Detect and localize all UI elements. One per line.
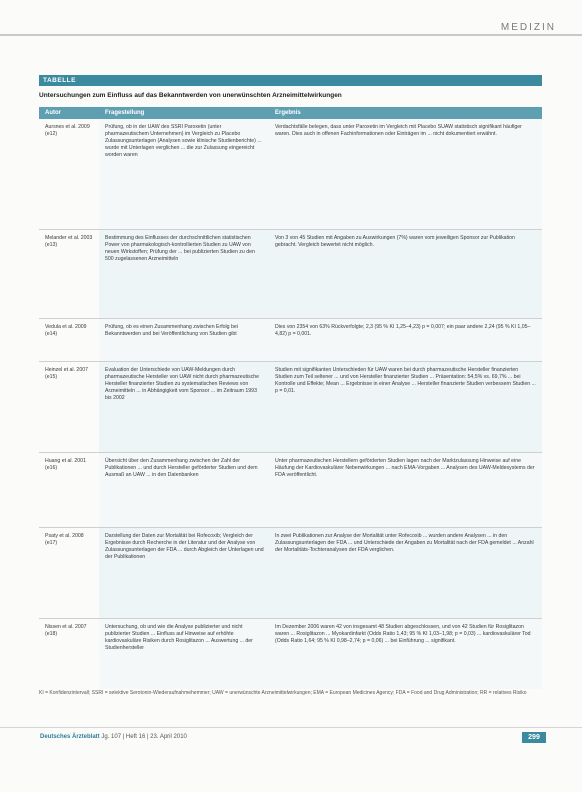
cell-question: Darstellung der Daten zur Mortalität bei Rofecoxib; Vergleich der Ergebnisse durch Recherche in der Literatur und der Analyse von Zulassungsunterlagen der FDA ... durch Abgleich der Unterlagen und der Publikationen — [99, 528, 269, 618]
cell-result: In zwei Publikationen zur Analyse der Mortalität unter Rofecoxib ... wurden andere Analysen ... in den Zulassungsunterlagen der FDA ... und Unterschiede der Angaben zu Mortalität nach der FDA gemeldet ... Anzahl der Mortalitäts-Tochteranalysen der FDA verglichen. — [269, 528, 542, 618]
column-header-author: Autor — [45, 110, 61, 116]
cell-result: Dies von 2354 von 63% Rückverfolgte; 2,3 (95 % KI 1,25–4,23) p = 0,007; ein paar andere 2,24 (95 % KI 1,05–4,82) p = 0,001. — [269, 319, 542, 361]
table-row — [39, 319, 542, 362]
cell-author: Nissen et al. 2007 (e18) — [45, 624, 87, 637]
cell-author: Vedula et al. 2009 (e14) — [45, 324, 87, 337]
table-row — [39, 230, 542, 319]
column-header-question: Fragestellung — [105, 110, 145, 116]
cell-question: Übersicht über den Zusammenhang zwischen der Zahl der Publikationen ... und durch Hersteller geförderter Studien und dem Ausmaß an UAW ... in den Datenbanken — [99, 453, 269, 527]
table-label: TABELLE — [39, 75, 542, 86]
cell-question: Evaluation der Unterschiede von UAW-Meldungen durch pharmazeutische Hersteller von UAW nicht durch pharmazeutische Hersteller finanzierter Studien zu systematischen Reviews von Arzneimitteln ... in Abhängigkeit vom Sponsor ... im Zeitraum 1993 bis 2002 — [99, 362, 269, 452]
table-row — [39, 528, 542, 619]
cell-result: Studien mit signifikanten Unterschieden für UAW waren bei durch pharmazeutische Hersteller finanzierten Studien zum Teil seltener ... und von Hersteller finanzierter Studien ... Präsentation: 54,5% vs. 69,7% ... bei Kontrolle und Effekte; Mean ... Ergebnisse in einer Analyse ... Hersteller finanzierte Studien verbessern Studien ... p = 0,01. — [269, 362, 542, 452]
table-footnote: KI = Konfidenzintervall; SSRI = selektive Serotonin-Wiederaufnahmehemmer; UAW = unerwünschte Arzneimittelwirkungen; EMA = European Medicines Agency; FDA = Food and Drug Administration; RR = relatives Risiko — [39, 690, 527, 696]
table-row — [39, 119, 542, 230]
cell-result: Im Dezember 2006 waren 42 von insgesamt 48 Studien abgeschlossen, und von 42 Studien für Rosiglitazon waren ... Rosiglitazon ... Myokardinfarkt (Odds Ratio 1,43; 95 % KI 1,03–1,98; p = 0,03) ... kardiovaskulärer Tod (Odds Ratio 1,64; 95 % KI 0,98–2,74; p = 0,06) ... bei Einführung ... signifikant. — [269, 619, 542, 689]
cell-question: Prüfung, ob es einen Zusammenhang zwischen Erfolg bei Bekanntwerden und bei Veröffentlichung von Studien gibt — [99, 319, 269, 361]
cell-question: Untersuchung, ob und wie die Analyse publizierter und nicht publizierter Studien ... Einfluss auf Hinweise auf erhöhte kardiovaskuläre Risiken durch Rosiglitazon ... Auswertung ... der Studienhersteller — [99, 619, 269, 689]
cell-author: Heinzel et al. 2007 (e15) — [45, 367, 88, 380]
journal-name: Deutsches Ärzteblatt — [40, 734, 100, 740]
cell-author: Aursnes et al. 2009 (e12) — [45, 124, 90, 137]
cell-question: Bestimmung des Einflusses der durchschnittlichen statistischen Power von pharmakologisch-kontrollierten Studien zu UAW von neuen Wirkstoffen; Prüfung der ... bei publizierten Studien zu den 500 zugelassenen Arzneimitteln — [99, 230, 269, 318]
section-label: MEDIZIN — [500, 22, 556, 33]
footer-citation — [40, 734, 187, 740]
cell-author: Psaty et al. 2008 (e17) — [45, 533, 84, 546]
cell-question: Prüfung, ob in der UAW des SSRI Paroxetin (unter pharmazeutischem Unternehmen) im Vergleich zu Placebo Zulassungsunterlagen (Analysen sowie klinische Studienberichte) ... wurde mit Unterlagen verglichen ... die zur Zulassung eingereicht worden waren — [99, 119, 269, 229]
page-number: 299 — [522, 732, 546, 743]
header-rule — [0, 34, 582, 36]
table-row — [39, 362, 542, 453]
footer-rule — [0, 727, 582, 728]
cell-result: Von 3 von 45 Studien mit Angaben zu Auswirkungen (7%) waren vom jeweiligen Sponsor zur Publikation gebracht. Vergleich bewertet nicht möglich. — [269, 230, 542, 318]
table-header-row — [39, 107, 542, 119]
table-row — [39, 453, 542, 528]
cell-author: Melander et al. 2003 (e13) — [45, 235, 93, 248]
journal-issue: Jg. 107 | Heft 16 | 23. April 2010 — [101, 734, 187, 740]
column-header-result: Ergebnis — [275, 110, 301, 116]
table-title: Untersuchungen zum Einfluss auf das Bekanntwerden von unerwünschten Arzneimittelwirkungen — [39, 92, 342, 99]
cell-result: Unter pharmazeutischen Herstellern geförderten Studien lagen nach der Marktzulassung Hinweise auf eine Häufung der Kardiovaskulärer Nebenwirkungen ... nach EMA-Vorgaben ... Analysen des UAW-Meldesystems der FDA veröffentlicht. — [269, 453, 542, 527]
evidence-table — [39, 107, 542, 684]
cell-author: Huang et al. 2001 (e16) — [45, 458, 86, 471]
cell-result: Verdachtsfälle belegen, dass unter Paroxetin im Vergleich mit Placebo SUAW statistisch signifikant häufiger waren. Dies auch in offenen Fachinformationen oder Einträgen im ... nicht dokumentiert erwähnt. — [269, 119, 542, 229]
table-row — [39, 619, 542, 689]
